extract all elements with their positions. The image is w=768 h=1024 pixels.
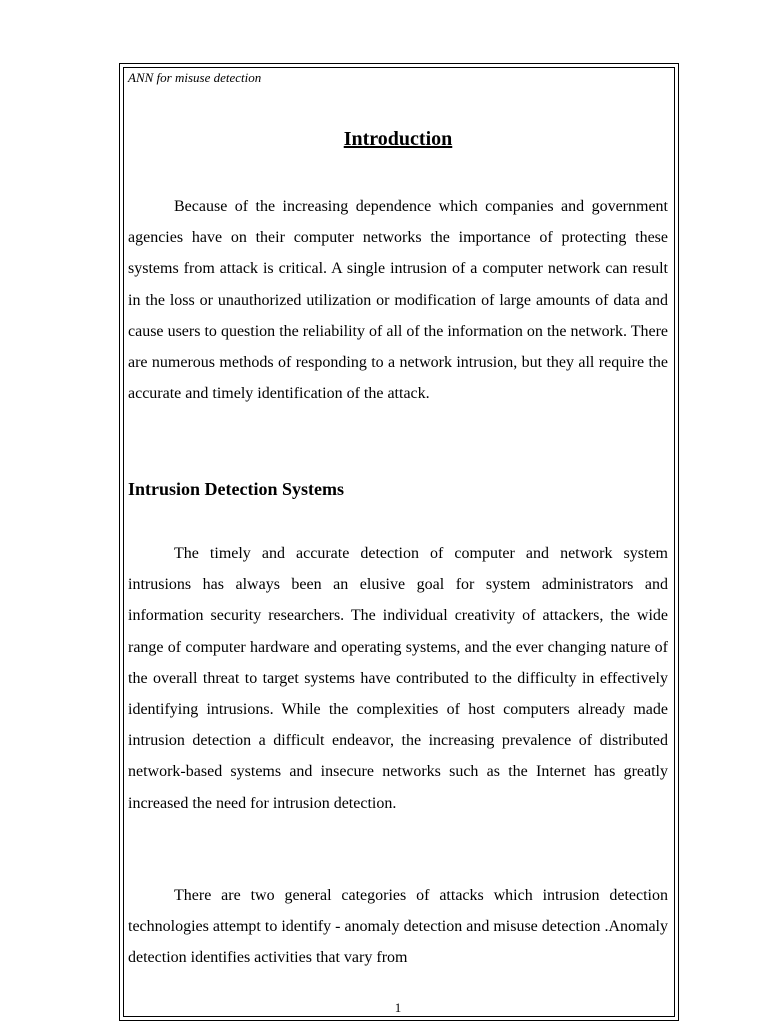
categories-paragraph: There are two general categories of attacks which intrusion detection technologies attempt to identify - anomaly detection and misuse detection .Anomaly detection identifies activities that vary from xyxy=(128,887,668,967)
running-header: ANN for misuse detection xyxy=(128,70,262,85)
section-heading: Intrusion Detection Systems xyxy=(128,479,344,499)
page-title: Introduction xyxy=(343,128,453,150)
ids-paragraph: The timely and accurate detection of computer and network system intrusions has always been an elusive goal for system administrators and information security researchers. The individual creativity of attackers, the wide range of computer hardware and operating systems, and the ever changing nature of the overall threat to target systems have contributed to the difficulty in effectively identifying intrusions. While the complexities of host computers already made intrusion detection a difficult endeavor, the increasing prevalence of distributed network-based systems and insecure networks such as the Internet has greatly increased the need for intrusion detection. xyxy=(128,545,668,812)
page-number: 1 xyxy=(394,1000,402,1015)
intro-paragraph: Because of the increasing dependence which companies and government agencies have on their computer networks the importance of protecting these systems from attack is critical. A single intrusion of a computer network can result in the loss or unauthorized utilization or modification of large amounts of data and cause users to question the reliability of all of the information on the network. There are numerous methods of responding to a network intrusion, but they all require the accurate and timely identification of the attack. xyxy=(128,198,668,403)
